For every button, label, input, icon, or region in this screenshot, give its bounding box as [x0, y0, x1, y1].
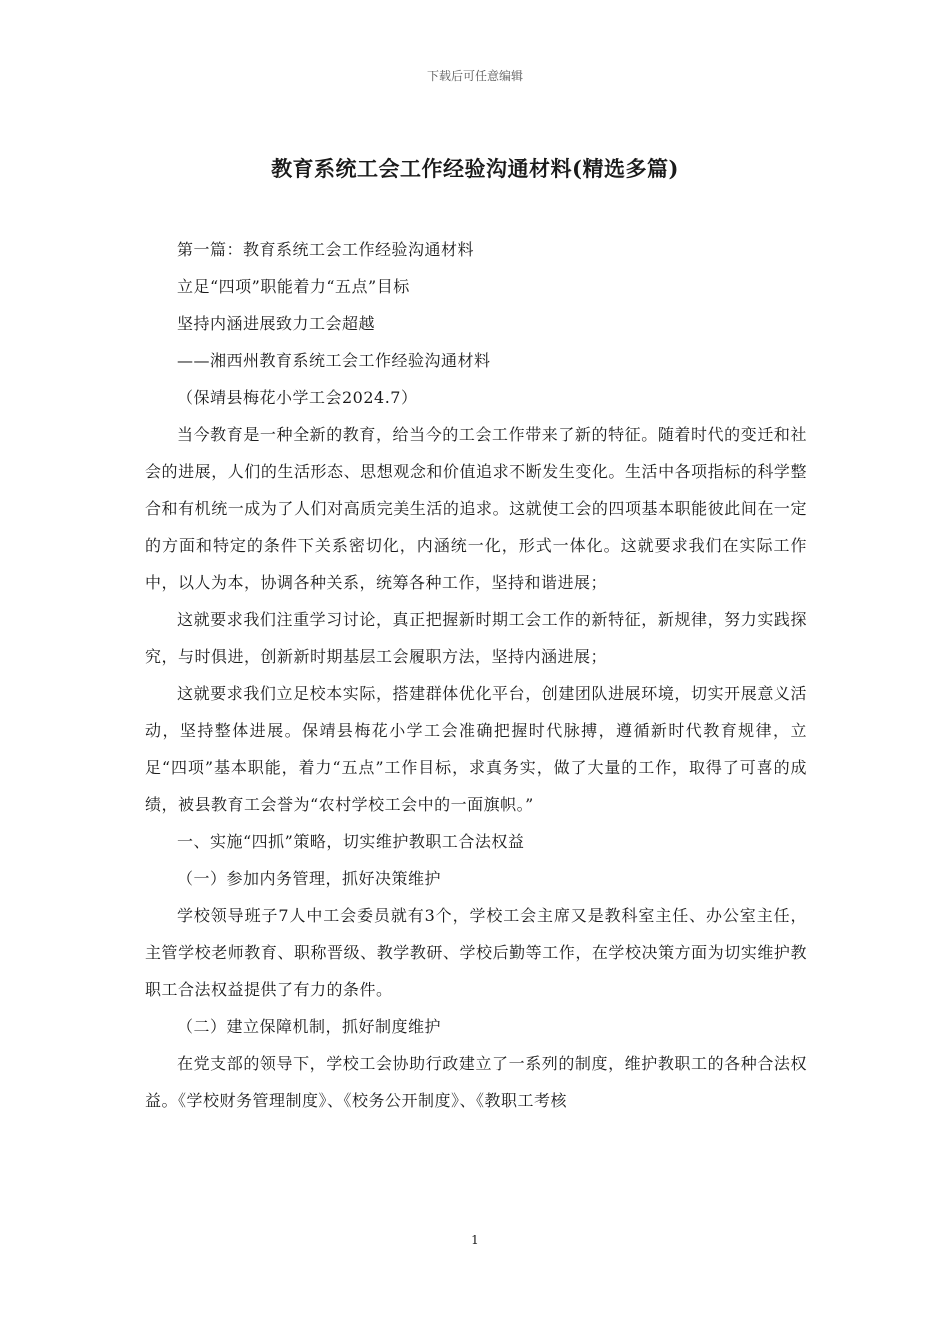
- paragraph: 这就要求我们注重学习讨论，真正把握新时期工会工作的新特征，新规律，努力实践探究，与时俱进，创新新时期基层工会履职方法，坚持内涵进展；: [145, 610, 807, 666]
- paragraph: 第一篇：教育系统工会工作经验沟通材料: [177, 240, 475, 259]
- document-title: 教育系统工会工作经验沟通材料(精选多篇): [271, 156, 679, 181]
- paragraph: （保靖县梅花小学工会2024.7）: [177, 388, 418, 407]
- subsection-heading: （二）建立保障机制，抓好制度维护: [177, 1017, 442, 1036]
- paragraph: ——湘西州教育系统工会工作经验沟通材料: [177, 351, 491, 370]
- paragraph: 坚持内涵进展致力工会超越: [177, 314, 376, 333]
- paragraph: 立足“四项”职能着力“五点”目标: [177, 277, 410, 296]
- document-body: [145, 231, 807, 1119]
- page-number: 1: [471, 1233, 479, 1247]
- paragraph: 学校领导班子7人中工会委员就有3个，学校工会主席又是教科室主任、办公室主任，主管学校老师教育、职称晋级、教学教研、学校后勤等工作，在学校决策方面为切实维护教职工合法权益提供了有力的条件。: [145, 906, 807, 999]
- subsection-heading: （一）参加内务管理，抓好决策维护: [177, 869, 442, 888]
- paragraph: 这就要求我们立足校本实际，搭建群体优化平台，创建团队进展环境，切实开展意义活动，坚持整体进展。保靖县梅花小学工会准确把握时代脉搏，遵循新时代教育规律，立足“四项”基本职能，着力“五点”工作目标，求真务实，做了大量的工作，取得了可喜的成绩，被县教育工会誉为“农村学校工会中的一面旗帜。”: [145, 684, 807, 814]
- paragraph: 在党支部的领导下，学校工会协助行政建立了一系列的制度，维护教职工的各种合法权益。《学校财务管理制度》、《校务公开制度》、《教职工考核: [145, 1054, 807, 1110]
- section-heading: 一、实施“四抓”策略，切实维护教职工合法权益: [177, 832, 525, 851]
- page-header: 下载后可任意编辑: [426, 69, 523, 83]
- paragraph: 当今教育是一种全新的教育，给当今的工会工作带来了新的特征。随着时代的变迁和社会的进展，人们的生活形态、思想观念和价值追求不断发生变化。生活中各项指标的科学整合和有机统一成为了人们对高质完美生活的追求。这就使工会的四项基本职能彼此间在一定的方面和特定的条件下关系密切化，内涵统一化，形式一体化。这就要求我们在实际工作中，以人为本，协调各种关系，统筹各种工作，坚持和谐进展；: [145, 425, 807, 592]
